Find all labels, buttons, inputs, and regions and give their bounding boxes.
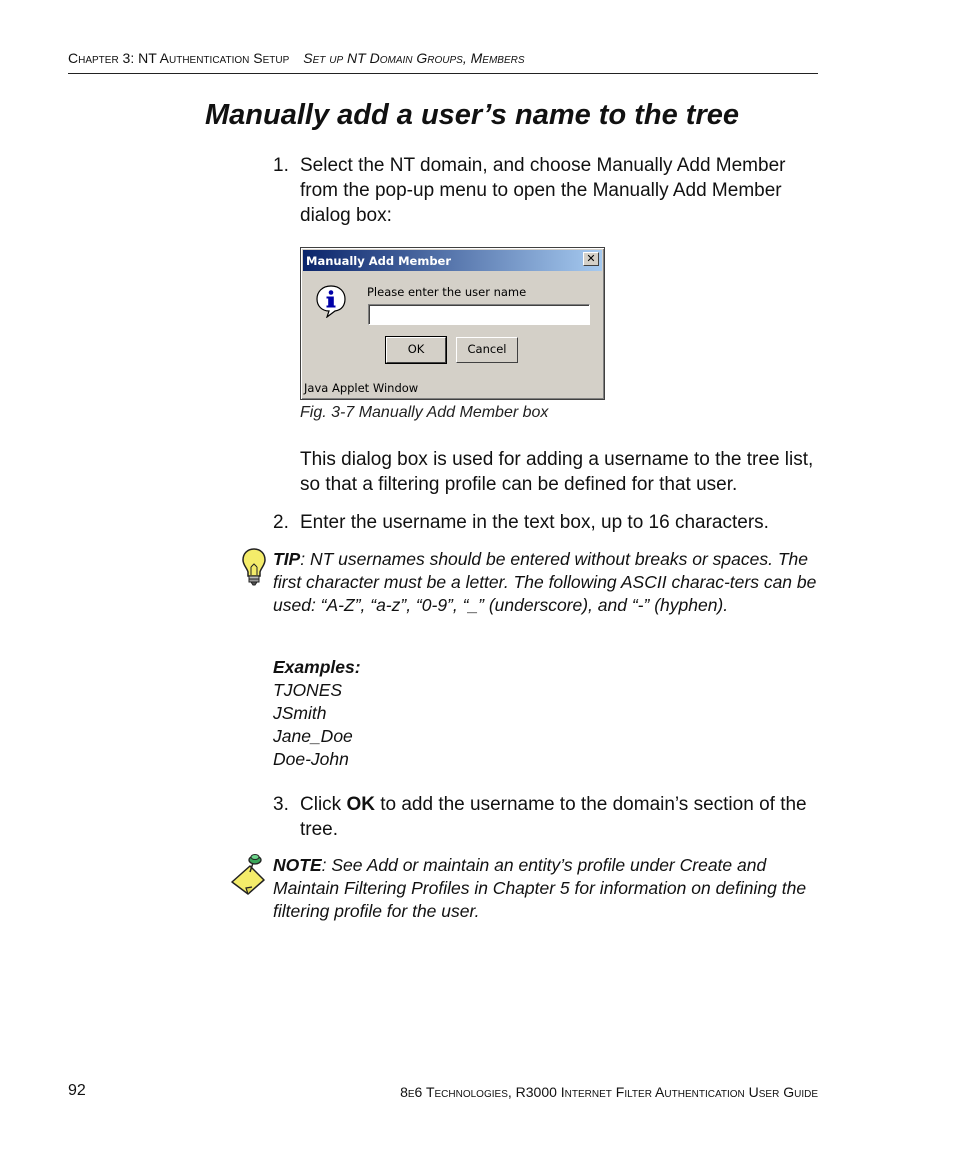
dialog-title: Manually Add Member xyxy=(306,254,452,268)
page-title: Manually add a user’s name to the tree xyxy=(205,99,739,131)
running-header xyxy=(68,50,818,66)
section-title: Set up NT Domain Groups, Members xyxy=(303,50,525,66)
ok-emphasis: OK xyxy=(346,794,375,815)
tip-callout xyxy=(273,548,818,617)
note-text: : See Add or maintain an entity’s profile under Create and Maintain Filtering Profiles in Chapter 5 for information on defining the filtering profile for the user. xyxy=(273,855,807,921)
header-rule xyxy=(68,73,818,74)
example-item: Doe-John xyxy=(273,749,349,769)
step-text: Enter the username in the text box, up to 16 characters. xyxy=(300,512,769,533)
step-text-after: to add the username to the domain’s section of the tree. xyxy=(300,794,807,840)
pushpin-note-icon xyxy=(228,852,268,896)
chapter-title: Chapter 3: NT Authentication Setup xyxy=(68,50,290,66)
dialog-footer: Java Applet Window xyxy=(304,381,419,395)
step-number: 3. xyxy=(273,794,289,815)
step-1 xyxy=(273,153,833,233)
note-callout xyxy=(273,854,818,923)
example-item: TJONES xyxy=(273,680,343,700)
step-number: 2. xyxy=(273,512,289,533)
figure-caption: Fig. 3-7 Manually Add Member box xyxy=(300,404,549,421)
info-icon xyxy=(315,284,347,318)
example-item: JSmith xyxy=(273,703,327,723)
note-label: NOTE xyxy=(273,855,322,875)
tip-text: : NT usernames should be entered without breaks or spaces. The first character must be a letter. The following ASCII charac-ters can be used: “A-Z”, “a-z”, “0-9”, “_” (underscore), and “-” (hyphen). xyxy=(273,549,817,615)
dialog-titlebar xyxy=(303,250,602,271)
examples-block xyxy=(273,656,573,771)
ok-button[interactable]: OK xyxy=(386,337,446,363)
example-item: Jane_Doe xyxy=(273,726,353,746)
running-footer: 8e6 Technologies, R3000 Internet Filter Authentication User Guide xyxy=(400,1084,818,1100)
close-button[interactable]: ✕ xyxy=(583,252,599,266)
tip-label: TIP xyxy=(273,549,301,569)
description-paragraph: This dialog box is used for adding a username to the tree list, so that a filtering profile can be defined for that user. xyxy=(300,449,814,495)
examples-heading: Examples: xyxy=(273,657,361,677)
step-text xyxy=(300,792,825,842)
step-text: Select the NT domain, and choose Manually Add Member from the pop-up menu to open the Manually Add Member dialog box: xyxy=(300,155,786,226)
step-text-before: Click xyxy=(300,794,347,815)
step-3 xyxy=(273,792,833,847)
lightbulb-icon xyxy=(240,547,268,587)
page-number: 92 xyxy=(68,1082,86,1099)
step-number: 1. xyxy=(273,155,289,176)
cancel-button[interactable]: Cancel xyxy=(456,337,518,363)
step-2 xyxy=(273,510,833,540)
manually-add-member-dialog xyxy=(300,247,605,400)
dialog-prompt: Please enter the user name xyxy=(367,285,527,299)
username-input[interactable] xyxy=(368,304,590,325)
